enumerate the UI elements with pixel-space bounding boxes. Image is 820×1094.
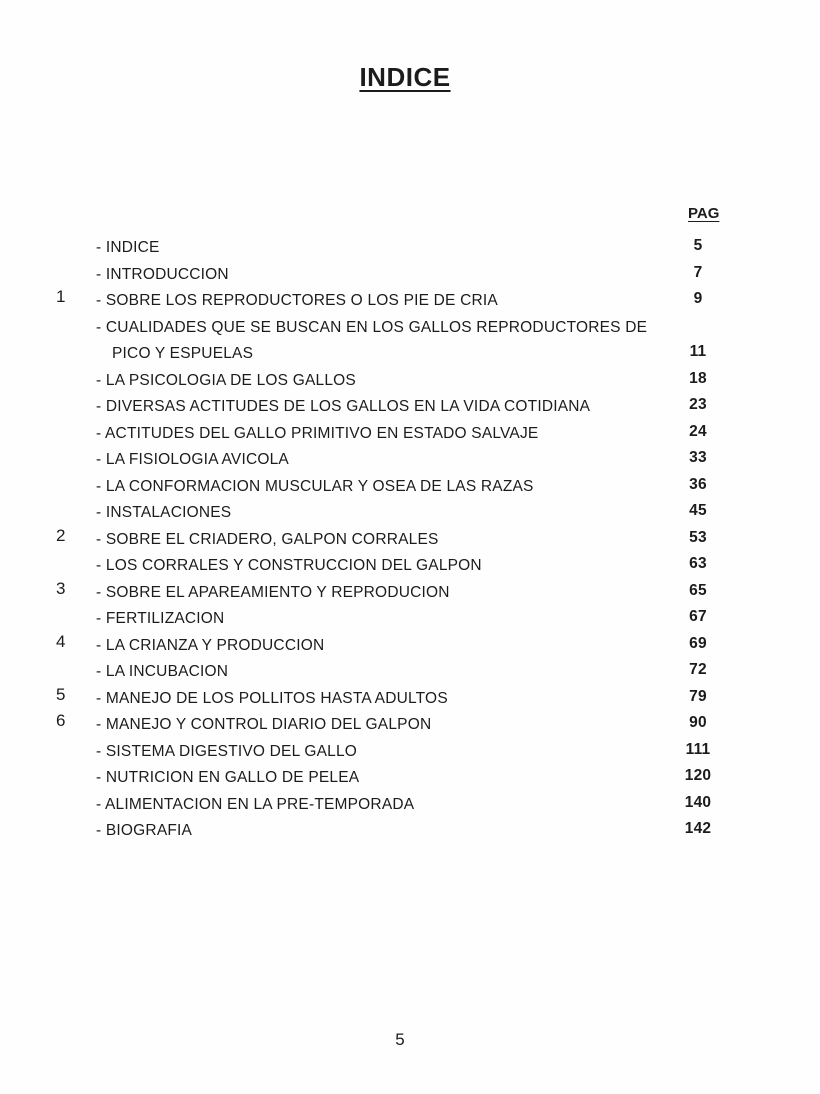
entry-title: [96, 765, 696, 791]
page-column-header: PAG: [688, 205, 720, 222]
entry-title-line: - ACTITUDES DEL GALLO PRIMITIVO EN ESTADO SALVAJE: [96, 424, 539, 442]
entry-title-line: - SOBRE LOS REPRODUCTORES O LOS PIE DE CRIA: [96, 292, 498, 309]
toc-entry: [0, 603, 820, 630]
entry-title-line: - SOBRE EL CRIADERO, GALPON CORRALES: [96, 530, 439, 548]
toc-entry: [0, 789, 820, 816]
entry-page-number: 120: [684, 767, 712, 784]
toc-entry: [0, 683, 820, 710]
entry-title: [96, 659, 696, 685]
toc-entry: [0, 471, 820, 498]
entry-title-line: - SOBRE EL APAREAMIENTO Y REPRODUCION: [96, 583, 450, 601]
toc-entry: [0, 656, 820, 683]
toc-entry: [0, 285, 820, 312]
entry-title: [96, 527, 696, 553]
toc-entry: [0, 550, 820, 577]
toc-entry: [0, 418, 820, 445]
toc-entry: [0, 497, 820, 524]
entry-title-line: - BIOGRAFIA: [96, 822, 193, 839]
entry-page-number: 65: [689, 581, 707, 599]
toc-entry: [0, 259, 820, 286]
entry-title-line: - LA FISIOLOGIA AVICOLA: [96, 451, 289, 468]
entry-title: [96, 686, 696, 712]
page-title: INDICE: [359, 62, 451, 92]
entry-page-number: 63: [689, 555, 707, 572]
toc-entry: [0, 365, 820, 392]
toc-entry: [0, 577, 820, 604]
entry-title: [96, 315, 696, 367]
footer-page-number: 5: [395, 1030, 405, 1049]
entry-title-line: - MANEJO Y CONTROL DIARIO DEL GALPON: [96, 716, 432, 733]
entry-title: [96, 447, 696, 473]
entry-title-line: - ALIMENTACION EN LA PRE-TEMPORADA: [96, 795, 415, 813]
toc-entry: [0, 444, 820, 471]
entry-title-line: - INTRODUCCION: [96, 265, 229, 283]
entry-page-number: 11: [689, 342, 707, 360]
entry-title: [96, 818, 696, 844]
toc-entry: [0, 232, 820, 259]
table-of-contents: [0, 232, 820, 842]
chapter-number: 6: [56, 711, 66, 730]
entry-title: [96, 580, 696, 606]
entry-page-number: 36: [689, 475, 707, 493]
entry-title: [96, 553, 696, 579]
entry-title: [96, 474, 696, 500]
entry-title: [96, 235, 696, 261]
entry-title-line: - CUALIDADES QUE SE BUSCAN EN LOS GALLOS REPRODUCTORES DE: [96, 318, 648, 336]
entry-title-line: - INSTALACIONES: [96, 504, 232, 521]
entry-title: [96, 739, 696, 765]
entry-title: [96, 500, 696, 526]
entry-title-line: - INDICE: [96, 239, 160, 256]
entry-page-number: 5: [693, 237, 703, 254]
entry-page-number: 140: [684, 793, 712, 811]
entry-title: [96, 288, 696, 314]
entry-page-number: 33: [689, 449, 707, 466]
entry-title-line: - LA INCUBACION: [96, 663, 229, 680]
entry-page-number: 18: [689, 369, 707, 387]
entry-page-number: 142: [684, 820, 712, 837]
entry-title: [96, 368, 696, 394]
entry-page-number: 24: [689, 422, 707, 440]
entry-page-number: 67: [689, 608, 707, 625]
entry-title-continuation: PICO Y ESPUELAS: [112, 344, 254, 362]
entry-page-number: 53: [689, 528, 707, 546]
toc-entry: [0, 709, 820, 736]
entry-page-number: 45: [689, 502, 707, 519]
toc-entry: [0, 630, 820, 657]
entry-page-number: 79: [689, 687, 707, 705]
entry-title: [96, 421, 696, 447]
chapter-number: 1: [56, 287, 66, 306]
entry-title-line: - MANEJO DE LOS POLLITOS HASTA ADULTOS: [96, 689, 448, 707]
entry-title-line: - LA CRIANZA Y PRODUCCION: [96, 636, 325, 654]
entry-page-number: 7: [693, 263, 703, 281]
entry-title-line: - SISTEMA DIGESTIVO DEL GALLO: [96, 742, 358, 760]
entry-page-number: 90: [689, 714, 707, 731]
entry-title: [96, 792, 696, 818]
entry-title: [96, 606, 696, 632]
entry-title: [96, 712, 696, 738]
toc-entry: [0, 815, 820, 842]
entry-page-number: 23: [689, 396, 707, 413]
entry-title-line: - DIVERSAS ACTITUDES DE LOS GALLOS EN LA VIDA COTIDIANA: [96, 398, 591, 415]
entry-title: [96, 633, 696, 659]
toc-entry: [0, 391, 820, 418]
toc-entry: [0, 762, 820, 789]
entry-title-line: - LA PSICOLOGIA DE LOS GALLOS: [96, 371, 356, 389]
entry-page-number: 69: [689, 634, 707, 652]
entry-page-number: 111: [685, 740, 711, 758]
chapter-number: 2: [56, 525, 66, 545]
toc-entry: [0, 736, 820, 763]
entry-title-line: - NUTRICION EN GALLO DE PELEA: [96, 769, 360, 786]
chapter-number: 3: [56, 578, 66, 598]
entry-page-number: 72: [689, 661, 707, 678]
entry-title-line: - LOS CORRALES Y CONSTRUCCION DEL GALPON: [96, 557, 482, 574]
entry-title-line: - FERTILIZACION: [96, 610, 225, 627]
entry-title: [96, 394, 696, 420]
toc-entry: [0, 312, 820, 365]
entry-title-line: - LA CONFORMACION MUSCULAR Y OSEA DE LAS RAZAS: [96, 477, 534, 495]
toc-entry: [0, 524, 820, 551]
chapter-number: 5: [56, 684, 66, 704]
entry-title: [96, 262, 696, 288]
chapter-number: 4: [56, 631, 66, 651]
entry-page-number: 9: [693, 290, 703, 307]
